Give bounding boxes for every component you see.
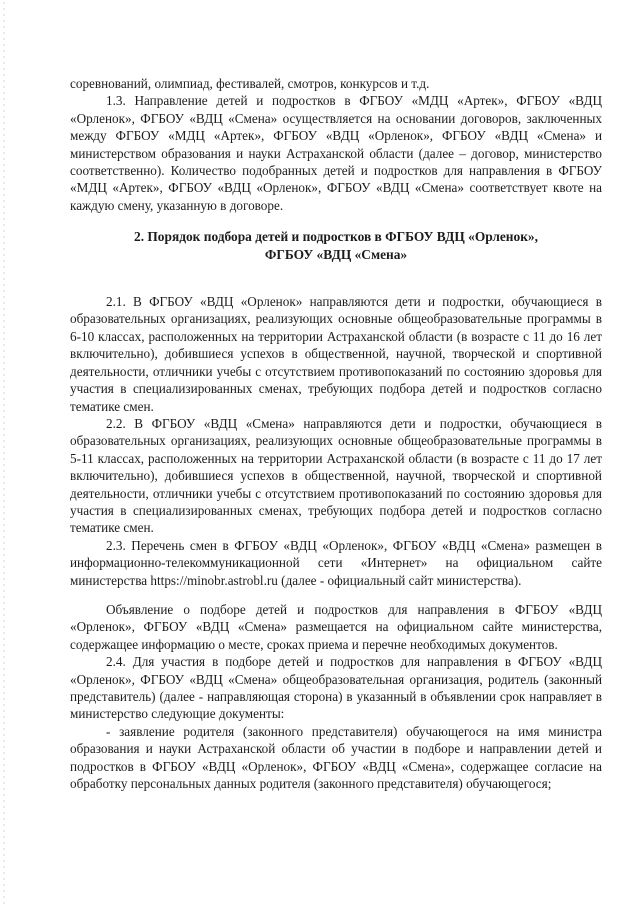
paragraph-2-4: 2.4. Для участия в подборе детей и подростков для направления в ФГБОУ «ВДЦ «Орленок», ФГБОУ «ВДЦ «Смена» общеобразовательная организация, родитель (законный представитель) (далее - направляющая сторона) в указанный в объявлении срок направляет в министерство следующие документы: [70,654,602,722]
paragraph-2-2: 2.2. В ФГБОУ «ВДЦ «Смена» направляются дети и подростки, обучающиеся в образовательных организациях, реализующих основные общеобразовательные программы в 5-11 классах, расположенных на территории Астраханской области (в возрасте с 11 до 17 лет включительно), добившиеся успехов в общественной, научной, творческой и спортивной деятельности, отличники учебы с отсутствием противопоказаний по состоянию здоровья для участия в специализированных сменах, требующих подбора детей и подростков согласно тематике смен. [70,415,602,536]
paragraph-2-3: 2.3. Перечень смен в ФГБОУ «ВДЦ «Орленок», ФГБОУ «ВДЦ «Смена» размещен в информационно-телекоммуникационной сети «Интернет» на официальном сайте министерства https://minobr.astrobl.ru (далее - официальный сайт министерства). [70,537,602,588]
section-2-heading-line2: ФГБОУ «ВДЦ «Смена» [264,246,408,262]
scan-edge-artifact [2,0,6,905]
paragraph-2-1: 2.1. В ФГБОУ «ВДЦ «Орленок» направляются дети и подростки, обучающиеся в образовательных организациях, реализующих основные общеобразовательные программы в 6-10 классах, расположенных на территории Астраханской области (в возрасте с 11 до 16 лет включительно), добившиеся успехов в общественной, научной, творческой и спортивной деятельности, отличники учебы с отсутствием противопоказаний по состоянию здоровья для участия в специализированных сменах, требующих подбора детей и подростков согласно тематике смен. [70,294,602,414]
section-2-heading [70,228,602,263]
list-item-application: - заявление родителя (законного представителя) обучающегося на имя министра образования и науки Астраханской области об участии в подборе и направлении детей и подростков в ФГБОУ «ВДЦ «Орленок», ФГБОУ «ВДЦ «Смена», содержащее согласие на обработку персональных данных родителя (законного представителя) обучающегося; [70,723,602,792]
paragraph-1-3: 1.3. Направление детей и подростков в ФГБОУ «МДЦ «Артек», ФГБОУ «ВДЦ «Орленок», ФГБОУ «ВДЦ «Смена» осуществляется на основании договоров, заключенных между ФГБОУ «МДЦ «Артек», ФГБОУ «ВДЦ «Орленок», ФГБОУ «ВДЦ «Смена» и министерством образования и науки Астраханской области (далее – договор, министерство соответственно). Количество подобранных детей и подростков для направления в ФГБОУ «МДЦ «Артек», ФГБОУ «ВДЦ «Орленок», ФГБОУ «ВДЦ «Смена» соответствует квоте на каждую смену, указанную в договоре. [70,93,602,213]
paragraph-announcement: Объявление о подборе детей и подростков для направления в ФГБОУ «ВДЦ «Орленок», ФГБОУ «ВДЦ «Смена» размещается на официальном сайте министерства, содержащее информацию о месте, сроках приема и перечне необходимых документов. [70,601,602,652]
paragraph-continuation: соревнований, олимпиад, фестивалей, смотров, конкурсов и т.д. [70,76,430,91]
document-body [70,75,602,792]
section-2-heading-line1: 2. Порядок подбора детей и подростков в ФГБОУ ВДЦ «Орленок», [134,229,538,245]
